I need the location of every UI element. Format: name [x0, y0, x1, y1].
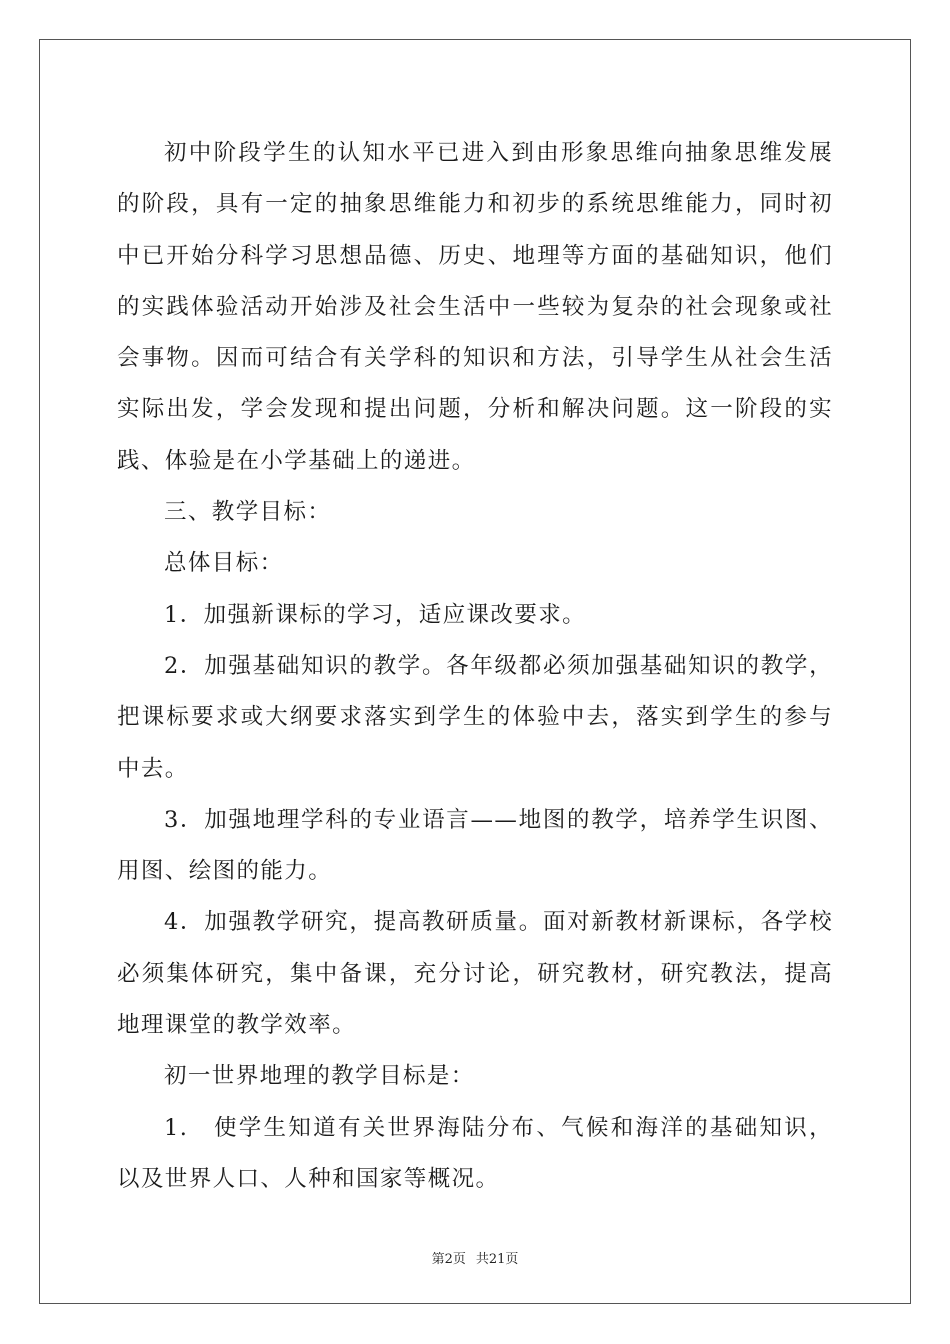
heading-teaching-goals: 三、教学目标：	[164, 499, 332, 526]
document-body	[117, 128, 833, 1205]
page-number: 第2页	[431, 1252, 466, 1267]
heading-overall-goals: 总体目标：	[164, 550, 284, 577]
goal-item-1: 1．加强新课标的学习，适应课改要求。	[164, 601, 587, 628]
heading-grade7-goals: 初一世界地理的教学目标是：	[164, 1063, 475, 1090]
page-footer	[0, 1248, 950, 1267]
goal-item-3: 3．加强地理学科的专业语言——地图的教学，培养学生识图、用图、绘图的能力。	[117, 806, 833, 885]
goal-item-2: 2．加强基础知识的教学。各年级都必须加强基础知识的教学，把课标要求或大纲要求落实到学生的体验中去，落实到学生的参与中去。	[117, 652, 833, 782]
goal-item-4: 4．加强教学研究，提高教研质量。面对新教材新课标，各学校必须集体研究，集中备课，充分讨论，研究教材，研究教法，提高地理课堂的教学效率。	[117, 909, 833, 1039]
grade7-goal-item-1: 1. 使学生知道有关世界海陆分布、气候和海洋的基础知识，以及世界人口、人种和国家等概况。	[117, 1114, 833, 1192]
paragraph-cognitive-level: 初中阶段学生的认知水平已进入到由形象思维向抽象思维发展的阶段，具有一定的抽象思维能力和初步的系统思维能力，同时初中已开始分科学习思想品德、历史、地理等方面的基础知识，他们的实践体验活动开始涉及社会生活中一些较为复杂的社会现象或社会事物。因而可结合有关学科的知识和方法，引导学生从社会生活实际出发，学会发现和提出问题，分析和解决问题。这一阶段的实践、体验是在小学基础上的递进。	[117, 140, 833, 474]
total-pages: 共21页	[475, 1252, 519, 1267]
